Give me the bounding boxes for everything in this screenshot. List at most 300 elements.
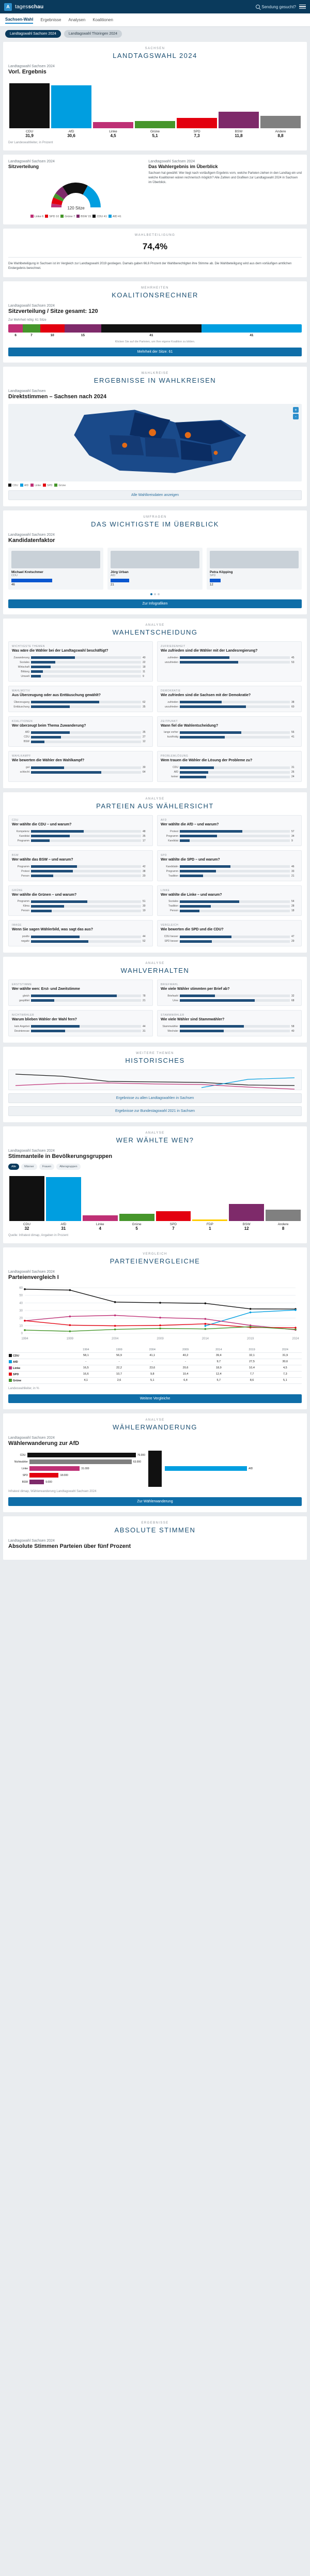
- seat-donut-chart: [37, 171, 115, 213]
- turnout-eyebrow: WAHLBETEILIGUNG: [134, 234, 176, 237]
- whovoted-bar-fdp: [192, 1172, 227, 1221]
- series-point: [24, 1329, 26, 1331]
- candidates-kicker: Landtagswahl Sachsen 2024: [8, 533, 55, 537]
- candidate-value: 12: [210, 583, 213, 586]
- behaviour-tile-kicker: NICHTWÄHLER: [12, 1013, 35, 1017]
- search-entry[interactable]: [256, 5, 296, 9]
- parties-tile[interactable]: [157, 850, 302, 881]
- parties-row-value: 21: [291, 874, 295, 878]
- decision-row: [12, 740, 149, 743]
- behaviour-row: [12, 995, 149, 998]
- historic-card: [3, 1047, 307, 1122]
- migration-headline: Wählerwanderung zur AfD: [8, 1440, 80, 1447]
- migration-target-bar: [165, 1466, 247, 1471]
- decision-row: [12, 701, 149, 704]
- table-cell: 9,7: [202, 1359, 235, 1365]
- whovoted-bar-spd: [156, 1172, 191, 1221]
- whovoted-tab-männer[interactable]: Männer: [21, 1164, 37, 1170]
- table-cell: 41,1: [136, 1352, 169, 1359]
- decision-row-label: AfD: [25, 731, 29, 734]
- decision-tile[interactable]: [8, 686, 153, 712]
- result-bar-spd: [177, 79, 217, 128]
- x-tick-label: 1994: [21, 1337, 28, 1340]
- decision-tile[interactable]: [157, 641, 302, 682]
- candidate-name: Michael Kretschmer: [11, 570, 43, 574]
- decision-row-value: 56: [291, 731, 295, 734]
- behaviour-row-value: 40: [291, 1029, 295, 1033]
- candidate-name: Petra Köpping: [210, 570, 233, 574]
- seat-legend: [8, 215, 143, 218]
- parties-row-value: 57: [291, 830, 295, 833]
- coalition-seat-bar[interactable]: [8, 324, 302, 333]
- table-cell: 16,6: [69, 1371, 102, 1377]
- table-header: 2024: [269, 1347, 302, 1353]
- parties-row-bar: [180, 839, 290, 842]
- decision-card: [3, 619, 307, 788]
- parties-row-label: Person: [21, 909, 29, 913]
- parties-row-value: 19: [143, 909, 146, 913]
- decision-row-label: Umwelt: [21, 674, 29, 678]
- behaviour-row-label: kein Angebot: [14, 1025, 29, 1028]
- whovoted-bar-cdu: [9, 1172, 44, 1221]
- pill-thueringen[interactable]: Landtagswahl Thüringen 2024: [64, 30, 122, 38]
- series-point: [295, 1327, 297, 1329]
- parties-row: [12, 835, 149, 838]
- decision-row-value: 53: [291, 660, 295, 664]
- decision-row-value: 62: [143, 700, 146, 704]
- map-legend-linke: Linke: [30, 484, 41, 487]
- coalition-segment-linke[interactable]: [8, 324, 23, 333]
- migration-flow: [8, 1451, 302, 1487]
- behaviour-row-label: gesplittet: [19, 999, 29, 1002]
- table-row: [8, 1377, 302, 1383]
- parties-row-label: Protest: [170, 830, 178, 833]
- decision-row: [12, 705, 149, 709]
- parties-row: [12, 875, 149, 878]
- decision-title: WAHLENTSCHEIDUNG: [112, 628, 198, 636]
- decision-tile-title: Wann fiel die Wahlentscheidung?: [161, 724, 219, 728]
- table-cell: 10,7: [102, 1371, 135, 1377]
- map-zoom-in-button[interactable]: +: [293, 407, 299, 413]
- seat-legend-bsw: BSW 15: [76, 215, 91, 218]
- result-bar-bsw: [219, 79, 259, 128]
- parties-row-bar: [31, 940, 141, 943]
- table-cell: 31,9: [269, 1352, 302, 1359]
- nav-item-1[interactable]: Ergebnisse: [40, 18, 61, 22]
- migration-title: WÄHLERWANDERUNG: [112, 1423, 198, 1431]
- parties-row-value: 44: [143, 935, 146, 938]
- whovoted-tab-altersgruppen[interactable]: Altersgruppen: [56, 1164, 80, 1170]
- top-bar: [0, 0, 310, 13]
- parties-row: [12, 909, 149, 912]
- parties-tile[interactable]: [8, 815, 153, 846]
- map-legend-spd: SPD: [43, 484, 52, 487]
- parties-tile[interactable]: [157, 885, 302, 916]
- result-label-afd: AfD 30,6: [67, 130, 75, 138]
- parties-tile-kicker: LINKE: [161, 888, 170, 892]
- series-point: [250, 1325, 252, 1328]
- behaviour-row-value: 32: [291, 994, 295, 998]
- table-cell: -: [169, 1359, 202, 1365]
- parties-row-value: 35: [143, 834, 146, 838]
- migration-target-label: AfD: [249, 1467, 253, 1470]
- parties-tile-title: Wer wählte die AfD – und warum?: [161, 823, 219, 826]
- migration-row-value: 31.000: [81, 1467, 89, 1470]
- decision-eyebrow: ANALYSE: [145, 624, 165, 627]
- table-cell: 5,1: [269, 1377, 302, 1383]
- whovoted-label-andere: Andere 8: [277, 1222, 289, 1231]
- districts-all-button[interactable]: Alle Wahlkreisdaten anzeigen: [8, 490, 302, 500]
- coalition-segment-spd[interactable]: [40, 324, 65, 333]
- parties-tile[interactable]: [8, 850, 153, 881]
- seats-headline: Sitzverteilung: [8, 164, 39, 169]
- behaviour-row: [161, 1025, 298, 1028]
- decision-row-value: 22: [143, 660, 146, 664]
- map-legend-cdu: CDU: [8, 484, 18, 487]
- series-line-cdu: [25, 1289, 296, 1308]
- result-bar-chart: [8, 79, 302, 128]
- decision-row: [161, 661, 298, 664]
- migration-row: [8, 1459, 145, 1464]
- avatar: [111, 551, 199, 568]
- table-cell: -: [102, 1359, 135, 1365]
- series-point: [69, 1330, 71, 1332]
- series-point: [159, 1316, 161, 1318]
- behaviour-row-label: Briefwahl: [167, 994, 178, 998]
- decision-row: [12, 731, 149, 734]
- parties-row-value: 9: [291, 839, 293, 842]
- coalition-segment-grüne[interactable]: [23, 324, 40, 333]
- series-point: [69, 1289, 71, 1291]
- behaviour-tile[interactable]: [8, 1010, 153, 1036]
- result-kicker: Landtagswahl Sachsen 2024: [8, 65, 55, 68]
- series-point: [114, 1324, 116, 1327]
- decision-row-bar: [31, 766, 141, 769]
- decision-tile-kicker: WICHTIGSTE THEMEN: [12, 645, 45, 648]
- coalition-button[interactable]: Mehrheit der Sitze: 61: [8, 348, 302, 356]
- migration-button[interactable]: Zur Wählerwanderung: [8, 1497, 302, 1506]
- parties-row-value: 29: [291, 940, 295, 943]
- seats-card: [3, 155, 307, 224]
- y-tick-label: 50: [19, 1294, 23, 1298]
- parties-row-value: 28: [291, 905, 295, 908]
- behaviour-row-label: Wechsler: [167, 1029, 178, 1033]
- menu-icon[interactable]: [299, 5, 306, 9]
- behaviour-eyebrow: ANALYSE: [145, 962, 165, 965]
- table-cell: 32,1: [235, 1352, 268, 1359]
- whovoted-label-grüne: Grüne 5: [132, 1222, 142, 1231]
- comparison-headline: Parteienvergleich I: [8, 1274, 59, 1281]
- decision-row-value: 60: [291, 705, 295, 709]
- parties-row-value: 34: [291, 834, 295, 838]
- parties-row: [161, 865, 298, 868]
- parties-row: [161, 839, 298, 842]
- map-zoom-out-button[interactable]: -: [293, 414, 299, 419]
- parties-tile-kicker: VERGLEICH: [161, 924, 179, 927]
- decision-row-value: 35: [143, 705, 146, 709]
- nav-item-0[interactable]: Sachsen-Wahl: [5, 16, 33, 24]
- decision-row-label: lange vorher: [164, 731, 178, 734]
- parties-tile-title: Wenn Sie sagen Wählerbild, was sagt das aus?: [12, 928, 94, 932]
- candidate-card[interactable]: [207, 548, 302, 590]
- election-pills: [0, 27, 310, 42]
- series-point: [24, 1288, 26, 1290]
- parties-row-label: Kandidat: [19, 834, 29, 838]
- candidates-button[interactable]: Zur Infografiken: [8, 599, 302, 608]
- migration-row: [8, 1453, 145, 1457]
- behaviour-tile-title: Wie viele Wähler stimmten per Brief ab?: [161, 987, 230, 991]
- y-tick-label: 60: [19, 1286, 23, 1290]
- behaviour-tile[interactable]: [8, 980, 153, 1006]
- parties-row: [12, 940, 149, 943]
- decision-row-label: Soziales: [20, 660, 29, 664]
- decision-row-label: CDU: [173, 766, 178, 769]
- table-header: 1994: [69, 1347, 102, 1353]
- decision-row-label: Überzeugung: [13, 700, 29, 704]
- table-cell: -: [69, 1359, 102, 1365]
- result-bar-andere: [260, 79, 301, 128]
- pill-sachsen[interactable]: Landtagswahl Sachsen 2024: [5, 30, 61, 38]
- parties-row-label: Person: [21, 874, 29, 878]
- decision-row: [161, 735, 298, 739]
- decision-row: [12, 661, 149, 664]
- seats-donut-wrap: [8, 171, 143, 213]
- parties-row-bar: [31, 870, 141, 872]
- decision-row-bar: [180, 766, 290, 769]
- migration-row-bar: [29, 1459, 132, 1464]
- nav-item-3[interactable]: Koalitionen: [92, 18, 113, 22]
- candidate-party: CDU: [11, 574, 18, 577]
- parties-row-value: 17: [143, 839, 146, 842]
- decision-row-value: 11: [143, 670, 146, 673]
- parties-row-bar: [180, 905, 290, 908]
- parties-tile[interactable]: [8, 885, 153, 916]
- brand-prefix: tages: [15, 4, 28, 10]
- parties-tile-title: Wer wählte die CDU – und warum?: [12, 823, 72, 826]
- district-map[interactable]: [8, 404, 302, 481]
- map-shapes: [74, 410, 246, 473]
- parties-row-bar: [31, 839, 141, 842]
- parties-row-value: 18: [291, 909, 295, 913]
- map-legend-afd: AfD: [20, 484, 28, 487]
- decision-tile[interactable]: [8, 716, 153, 747]
- whovoted-bar-grüne: [119, 1172, 154, 1221]
- footer-spacer: [0, 1564, 310, 1573]
- candidates-title: DAS WICHTIGSTE IM ÜBERBLICK: [91, 520, 219, 528]
- parties-tile-title: Wer wählte die SPD – und warum?: [161, 857, 220, 862]
- result-headline: Vorl. Ergebnis: [8, 69, 47, 75]
- parties-title: PARTEIEN AUS WÄHLERSICHT: [96, 802, 214, 810]
- decision-tile[interactable]: [157, 716, 302, 747]
- decision-row: [12, 675, 149, 678]
- parties-row: [12, 865, 149, 868]
- comparison-eyebrow: VERGLEICH: [143, 1252, 167, 1256]
- migration-row-bar: [29, 1473, 58, 1478]
- decision-row-value: 30: [143, 766, 146, 769]
- search-label: Sendung gesucht?: [261, 4, 296, 9]
- behaviour-row-value: 58: [291, 1025, 295, 1028]
- coalition-title: KOALITIONSRECHNER: [112, 291, 198, 299]
- avatar: [11, 551, 100, 568]
- behaviour-row-label: Urne: [173, 999, 178, 1002]
- behaviour-tile[interactable]: [157, 1010, 302, 1036]
- historic-link-landtag[interactable]: Ergebnisse zu allen Landtagswahlen in Sachsen: [8, 1093, 302, 1103]
- parties-row: [12, 935, 149, 938]
- migration-card: [3, 1413, 307, 1512]
- table-cell: 40,2: [169, 1352, 202, 1359]
- candidates-eyebrow: UMFRAGEN: [143, 516, 167, 519]
- parties-row: [161, 875, 298, 878]
- decision-row-label: Bildung: [21, 670, 29, 673]
- nav-item-2[interactable]: Analysen: [68, 18, 86, 22]
- decision-row: [161, 731, 298, 734]
- parties-row-value: 54: [291, 900, 295, 903]
- table-cell: 7,7: [235, 1371, 268, 1377]
- whovoted-label-bsw: BSW 12: [242, 1222, 251, 1231]
- decision-row-value: 40: [143, 656, 146, 659]
- overview-title: Das Wahlergebnis im Überblick: [148, 164, 218, 169]
- parties-row-value: 30: [143, 905, 146, 908]
- decision-row-value: 26: [291, 771, 295, 774]
- decision-row-value: 35: [143, 731, 146, 734]
- table-header: 2019: [235, 1347, 268, 1353]
- parties-row: [161, 909, 298, 912]
- decision-tile-kicker: WAHLMOTIV: [12, 689, 30, 692]
- parties-row-bar: [180, 865, 290, 868]
- decision-row-bar: [31, 670, 141, 673]
- whovoted-tab-alle[interactable]: Alle: [8, 1164, 19, 1170]
- migration-footnote: Infratest dimap, Wählerwanderung Landtagswahl Sachsen 2024: [8, 1489, 97, 1493]
- behaviour-row-bar: [180, 1025, 290, 1028]
- parties-tile[interactable]: [157, 920, 302, 946]
- x-tick-label: 1999: [66, 1337, 74, 1340]
- candidate-bar: [210, 579, 221, 582]
- absolute-kicker: Landtagswahl Sachsen 2024: [8, 1539, 55, 1543]
- decision-tile[interactable]: [8, 641, 153, 682]
- parties-row-label: positiv: [22, 935, 29, 938]
- candidate-card[interactable]: [107, 548, 203, 590]
- table-cell-party: Linke: [8, 1365, 69, 1371]
- search-icon: [256, 5, 260, 9]
- decision-row-bar: [31, 731, 141, 734]
- whovoted-bar-afd: [46, 1172, 81, 1221]
- absolute-eyebrow: ERGEBNISSE: [141, 1521, 169, 1525]
- coalition-segment-afd[interactable]: [202, 324, 302, 333]
- whovoted-bar-labels: [8, 1223, 302, 1231]
- main-nav: [0, 13, 310, 27]
- table-cell-party: AfD: [8, 1359, 69, 1365]
- candidate-card[interactable]: [8, 548, 103, 590]
- parties-row: [161, 870, 298, 873]
- table-cell: 6,4: [169, 1377, 202, 1383]
- behaviour-tile-kicker: BRIEFWAHL: [161, 983, 179, 986]
- decision-row-bar: [180, 661, 290, 664]
- decision-tile-kicker: WAHLKAMPF: [12, 755, 31, 758]
- parties-row: [161, 835, 298, 838]
- coalition-seats-spd: 10: [50, 334, 54, 337]
- parties-tile-kicker: BSW: [12, 853, 19, 857]
- decision-row-bar: [31, 741, 141, 743]
- seats-left: [8, 160, 143, 218]
- parties-row-label: Programm: [166, 834, 178, 838]
- brand-wordmark[interactable]: [15, 4, 43, 10]
- parties-tile-title: Wer wählte die Linke – und warum?: [161, 893, 222, 897]
- seat-legend-spd: SPD 10: [45, 215, 59, 218]
- comparison-title: PARTEIENVERGLEICHE: [110, 1257, 200, 1265]
- parties-tile[interactable]: [157, 815, 302, 846]
- decision-tile[interactable]: [157, 686, 302, 712]
- decision-row: [12, 670, 149, 673]
- whovoted-bar-chart: [8, 1172, 302, 1221]
- table-cell: 39,4: [202, 1352, 235, 1359]
- result-bar-linke: [93, 79, 133, 128]
- map-zoom-controls[interactable]: [293, 407, 299, 419]
- behaviour-row-bar: [180, 999, 290, 1002]
- table-header: 2004: [136, 1347, 169, 1353]
- table-cell: 4,1: [69, 1377, 102, 1383]
- decision-tile[interactable]: [8, 751, 153, 782]
- table-cell: 18,9: [202, 1365, 235, 1371]
- migration-row-label: BSW: [22, 1480, 28, 1484]
- decision-tile[interactable]: [157, 751, 302, 782]
- candidate-party: AfD: [111, 574, 116, 577]
- parties-tile-kicker: AFD: [161, 819, 167, 822]
- coalition-majority-label: Zur Mehrheit nötig: 61 Sitze: [8, 319, 47, 322]
- ard-logo-icon[interactable]: A: [4, 3, 12, 11]
- whovoted-tabs[interactable]: [8, 1164, 302, 1170]
- comparison-button[interactable]: Weitere Vergleiche: [8, 1394, 302, 1403]
- x-tick-label: 2004: [111, 1337, 119, 1340]
- parties-row: [12, 830, 149, 833]
- coalition-segment-bsw[interactable]: [65, 324, 101, 333]
- decision-row-label: schlecht: [20, 771, 29, 774]
- x-tick-label: 2014: [202, 1337, 209, 1340]
- parties-row-label: Tradition: [168, 874, 178, 878]
- coalition-segment-cdu[interactable]: [101, 324, 202, 333]
- decision-row-bar: [31, 771, 141, 774]
- behaviour-row: [161, 999, 298, 1002]
- x-tick-label: 2019: [246, 1337, 254, 1340]
- behaviour-tile[interactable]: [157, 980, 302, 1006]
- parties-tile-title: Wer wählte die Grünen – und warum?: [12, 893, 77, 897]
- parties-row-bar: [31, 936, 141, 938]
- carousel-dots[interactable]: [8, 593, 302, 595]
- whovoted-bar-linke: [83, 1172, 118, 1221]
- decision-row-bar: [180, 771, 290, 774]
- behaviour-tile-title: Warum blieben Wähler der Wahl fern?: [12, 1017, 77, 1021]
- decision-row-label: AfD: [174, 771, 178, 774]
- historic-link-bundestag[interactable]: Ergebnisse zur Bundestagswahl 2021 in Sachsen: [8, 1106, 302, 1116]
- decision-tiles: [8, 641, 302, 782]
- table-header: 2014: [202, 1347, 235, 1353]
- parties-tile[interactable]: [8, 920, 153, 946]
- parties-row-bar: [180, 900, 290, 903]
- coalition-eyebrow: MEHRHEITEN: [141, 287, 169, 290]
- seats-right: [148, 160, 302, 218]
- decision-row: [12, 735, 149, 739]
- parties-row: [161, 905, 298, 908]
- migration-row-value: 18.000: [60, 1473, 68, 1477]
- decision-row: [12, 656, 149, 659]
- decision-row-value: 27: [143, 735, 146, 739]
- table-cell: 30,6: [269, 1359, 302, 1365]
- series-point: [205, 1324, 207, 1327]
- candidate-party: SPD: [210, 574, 216, 577]
- whovoted-tab-frauen[interactable]: Frauen: [39, 1164, 54, 1170]
- x-tick-label: 2009: [157, 1337, 164, 1340]
- candidate-value: 21: [111, 583, 114, 586]
- decision-row-value: 24: [291, 775, 295, 778]
